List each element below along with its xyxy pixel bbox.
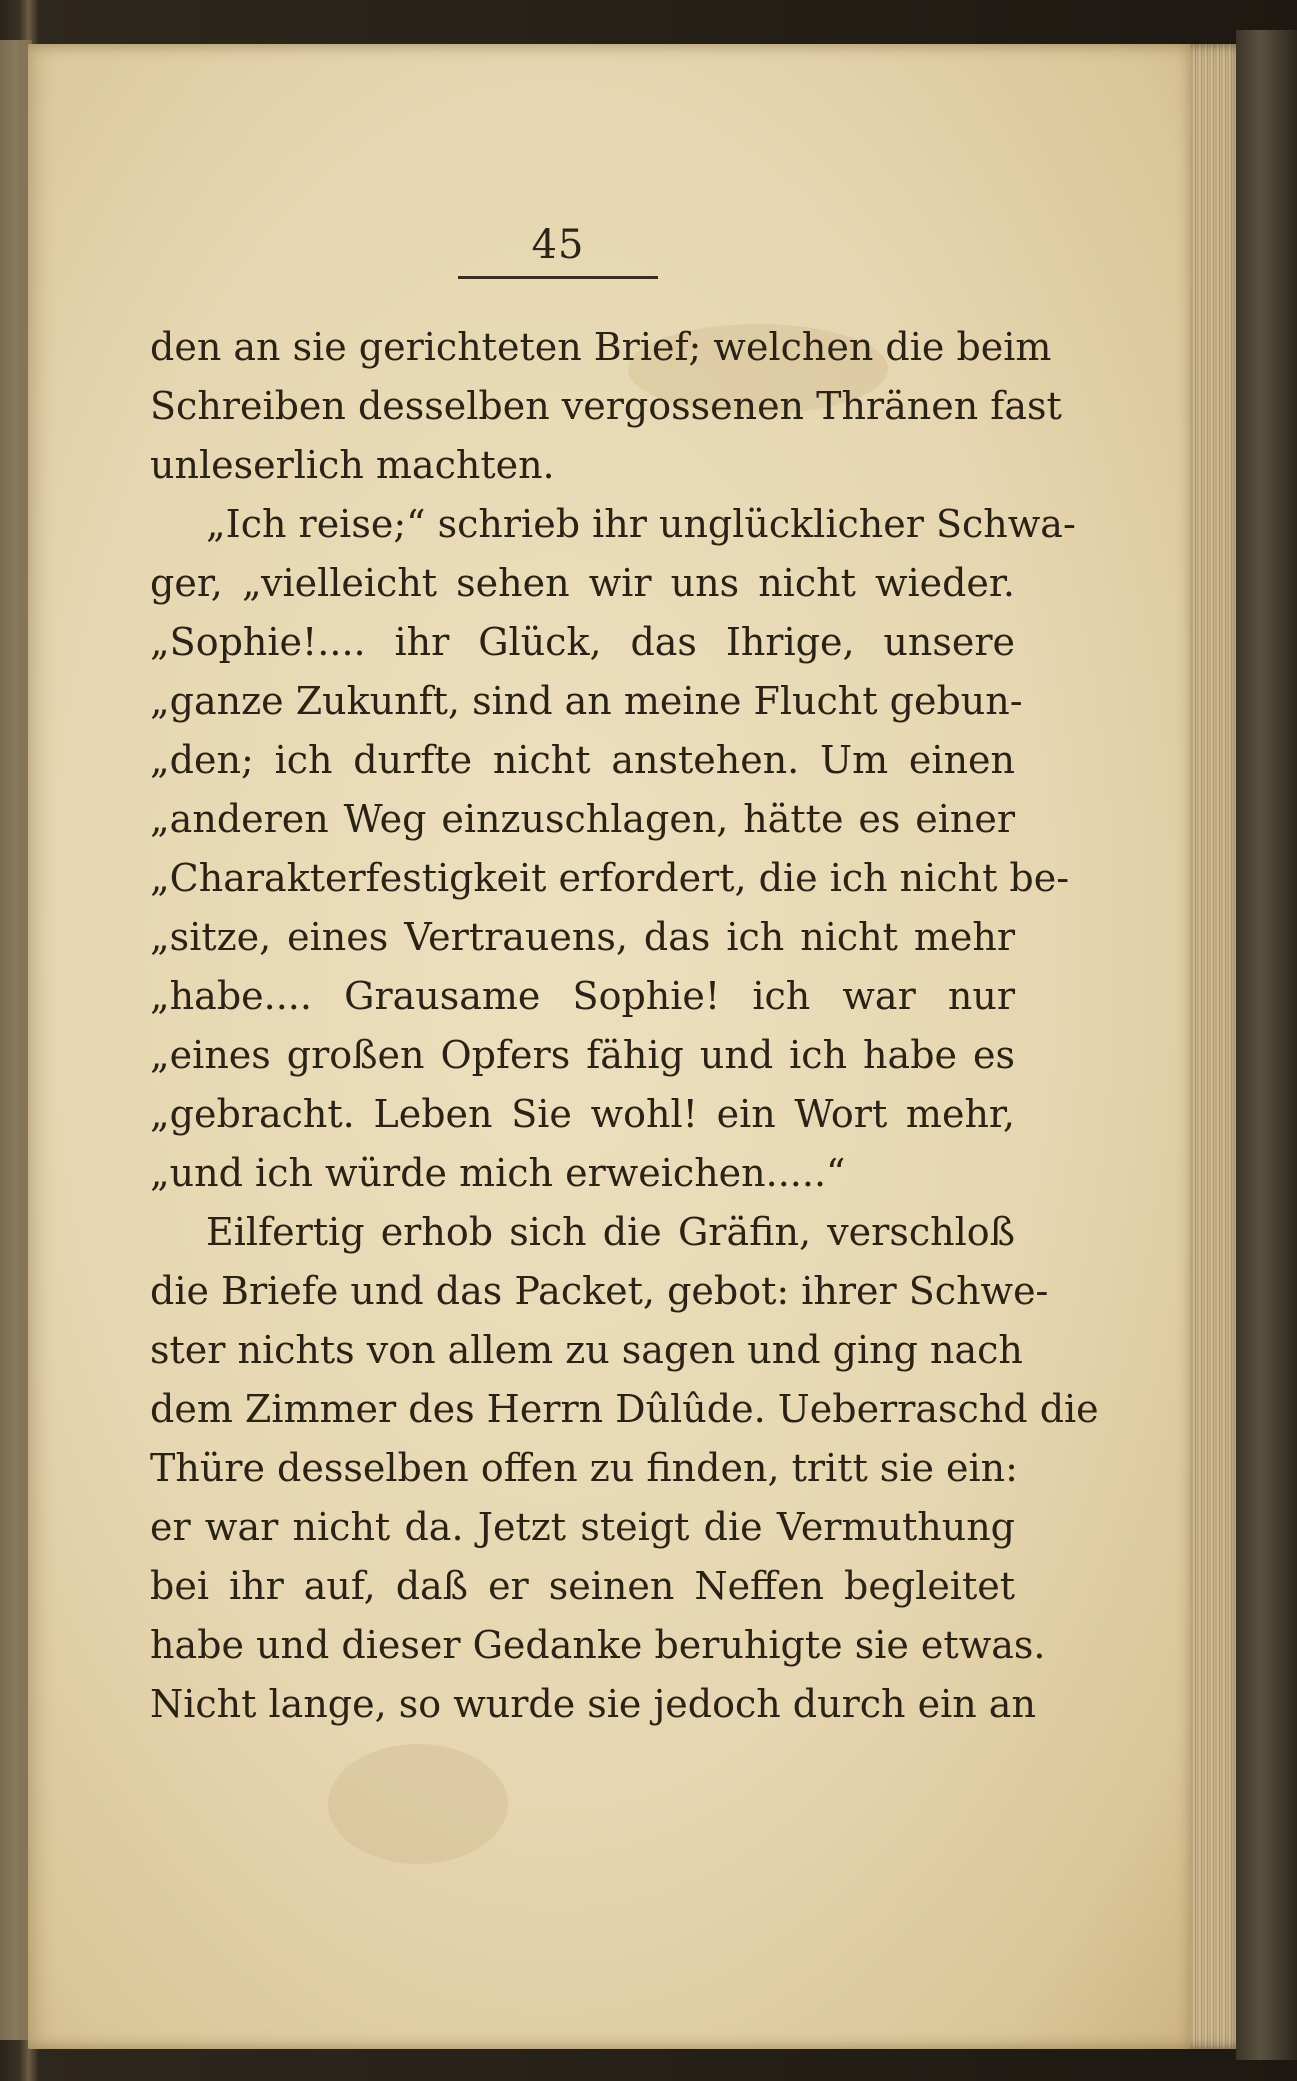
text-line: „eines großen Opfers fähig und ich habe es — [150, 1033, 1015, 1077]
text-line: unleserlich machten. — [150, 443, 555, 487]
text-line: Nicht lange, so wurde sie jedoch durch ein an — [150, 1682, 1036, 1726]
text-line: „Sophie!.... ihr Glück, das Ihrige, unsere — [150, 620, 1015, 664]
page-stain — [328, 1744, 508, 1864]
text-line: „sitze, eines Vertrauens, das ich nicht mehr — [150, 915, 1015, 959]
text-line: Thüre desselben offen zu finden, tritt sie ein: — [150, 1446, 1018, 1490]
text-line: „und ich würde mich erweichen.....“ — [150, 1151, 846, 1195]
text-line: „den; ich durfte nicht anstehen. Um einen — [150, 738, 1015, 782]
text-line: „habe.... Grausame Sophie! ich war nur — [150, 974, 1015, 1018]
text-line: „gebracht. Leben Sie wohl! ein Wort mehr, — [150, 1092, 1015, 1136]
header-rule — [458, 276, 658, 279]
text-line: „Ich reise;“ schrieb ihr unglücklicher Schwa- — [206, 502, 1076, 546]
text-line: dem Zimmer des Herrn Dûlûde. Ueberraschd die — [150, 1387, 1099, 1431]
text-line: bei ihr auf, daß er seinen Neffen begleitet — [150, 1564, 1015, 1608]
text-line: „ganze Zukunft, sind an meine Flucht gebun- — [150, 679, 1023, 723]
text-line: die Briefe und das Packet, gebot: ihrer Schwe- — [150, 1269, 1049, 1313]
text-line: ger, „vielleicht sehen wir uns nicht wieder. — [150, 561, 1015, 605]
text-line: ster nichts von allem zu sagen und ging nach — [150, 1328, 1023, 1372]
body-text — [150, 318, 1099, 1734]
text-line: „anderen Weg einzuschlagen, hätte es einer — [150, 797, 1015, 841]
text-line: Schreiben desselben vergossenen Thränen fast — [150, 384, 1062, 428]
text-line: er war nicht da. Jetzt steigt die Vermuthung — [150, 1505, 1015, 1549]
page-header — [458, 222, 658, 268]
text-line: Eilfertig erhob sich die Gräfin, verschloß — [206, 1210, 1015, 1254]
text-line: „Charakterfestigkeit erfordert, die ich nicht be- — [150, 856, 1070, 900]
text-line: habe und dieser Gedanke beruhigte sie etwas. — [150, 1623, 1046, 1667]
book-cover — [1236, 30, 1297, 2060]
page-number: 45 — [531, 222, 585, 268]
text-line: den an sie gerichteten Brief; welchen die beim — [150, 325, 1052, 369]
